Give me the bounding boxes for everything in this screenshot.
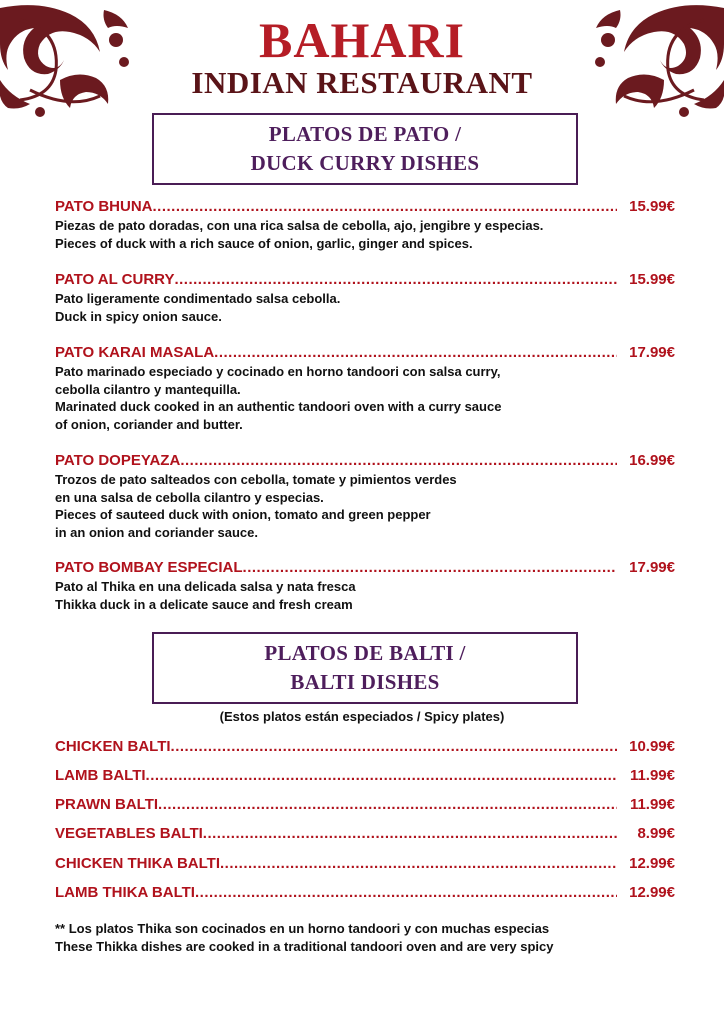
duck-section-title-line2: DUCK CURRY DISHES [250, 151, 480, 175]
menu-item-lamb-balti [55, 767, 675, 785]
item-name: LAMB BALTI [55, 767, 146, 784]
dot-leader [180, 452, 617, 470]
dot-leader [174, 271, 617, 289]
menu-item-vegetables-balti [55, 825, 675, 843]
dot-leader [153, 198, 618, 216]
item-description [55, 290, 675, 325]
menu-item-pato-bombay-especial [55, 559, 675, 613]
item-name: PATO AL CURRY [55, 271, 175, 288]
item-name: CHICKEN BALTI [55, 738, 171, 755]
description-line-en: Thikka duck in a delicate sauce and fresh cream [55, 596, 353, 612]
menu-item-chicken-thika-balti [55, 855, 675, 873]
description-line-es: Trozos de pato salteados con cebolla, tomate y pimientos verdes [55, 472, 457, 487]
item-price: 11.99€ [629, 767, 675, 784]
dot-leader [146, 767, 617, 785]
item-name: LAMB THIKA BALTI [55, 884, 195, 901]
item-price: 16.99€ [629, 452, 675, 469]
item-price: 12.99€ [629, 884, 675, 901]
item-name: PRAWN BALTI [55, 796, 159, 813]
balti-section-title-line2: BALTI DISHES [290, 670, 440, 694]
balti-section-title-line1: PLATOS DE BALTI / [264, 641, 466, 665]
description-line-es: Pato al Thika en una delicada salsa y nata fresca [55, 579, 356, 594]
menu-item-lamb-thika-balti [55, 884, 675, 902]
dot-leader [171, 738, 617, 756]
item-description [55, 363, 675, 433]
item-price: 10.99€ [629, 738, 675, 755]
duck-section-heading [152, 113, 578, 185]
item-price: 11.99€ [629, 796, 675, 813]
description-line-es: Pato ligeramente condimentado salsa cebolla. [55, 291, 341, 306]
dot-leader [195, 884, 617, 902]
thika-footnote [55, 920, 675, 956]
item-price: 17.99€ [629, 344, 675, 361]
dot-leader [243, 559, 617, 577]
dot-leader [220, 855, 617, 873]
spicy-note: (Estos platos están especiados / Spicy plates) [219, 709, 505, 724]
item-price: 15.99€ [629, 271, 675, 288]
menu-item-pato-bhuna [55, 198, 675, 252]
description-line-en: Marinated duck cooked in an authentic tandoori oven with a curry sauce [55, 399, 502, 414]
dot-leader [158, 796, 617, 814]
item-name: CHICKEN THIKA BALTI [55, 855, 220, 872]
description-line-es: Pato marinado especiado y cocinado en horno tandoori con salsa curry, [55, 364, 501, 379]
menu-item-pato-al-curry [55, 271, 675, 325]
description-line-es: en una salsa de cebolla cilantro y especias. [55, 489, 324, 505]
description-line-es: Piezas de pato doradas, con una rica salsa de cebolla, ajo, jengibre y especias. [55, 218, 544, 233]
item-price: 15.99€ [629, 198, 675, 215]
description-line-en: Pieces of duck with a rich sauce of onion, garlic, ginger and spices. [55, 235, 473, 251]
restaurant-subtitle: INDIAN RESTAURANT [191, 65, 533, 100]
item-price: 12.99€ [629, 855, 675, 872]
balti-section-heading [152, 632, 578, 704]
description-line-en: Duck in spicy onion sauce. [55, 308, 222, 324]
description-line-es: cebolla cilantro y mantequilla. [55, 381, 241, 397]
item-description [55, 578, 675, 613]
footnote-es: ** Los platos Thika son cocinados en un horno tandoori y con muchas especias [55, 921, 550, 936]
item-name: PATO KARAI MASALA [55, 344, 215, 361]
item-name: PATO BOMBAY ESPECIAL [55, 559, 243, 576]
menu-item-chicken-balti [55, 738, 675, 756]
item-name: PATO BHUNA [55, 198, 153, 215]
item-price: 8.99€ [637, 825, 675, 842]
menu-item-prawn-balti [55, 796, 675, 814]
item-name: PATO DOPEYAZA [55, 452, 181, 469]
description-line-en: Pieces of sauteed duck with onion, tomato and green pepper [55, 507, 431, 522]
footnote-en: These Thikka dishes are cooked in a traditional tandoori oven and are very spicy [55, 939, 554, 954]
menu-item-pato-dopeyaza [55, 452, 675, 541]
description-line-en: of onion, coriander and butter. [55, 416, 243, 432]
dot-leader [203, 825, 617, 843]
item-description [55, 217, 675, 252]
description-line-en: in an onion and coriander sauce. [55, 524, 258, 540]
duck-section-title-line1: PLATOS DE PATO / [268, 122, 462, 146]
menu-item-pato-karai-masala [55, 344, 675, 433]
item-name: VEGETABLES BALTI [55, 825, 203, 842]
restaurant-name: BAHARI [258, 12, 466, 68]
item-description [55, 471, 675, 541]
item-price: 17.99€ [629, 559, 675, 576]
dot-leader [214, 344, 617, 362]
